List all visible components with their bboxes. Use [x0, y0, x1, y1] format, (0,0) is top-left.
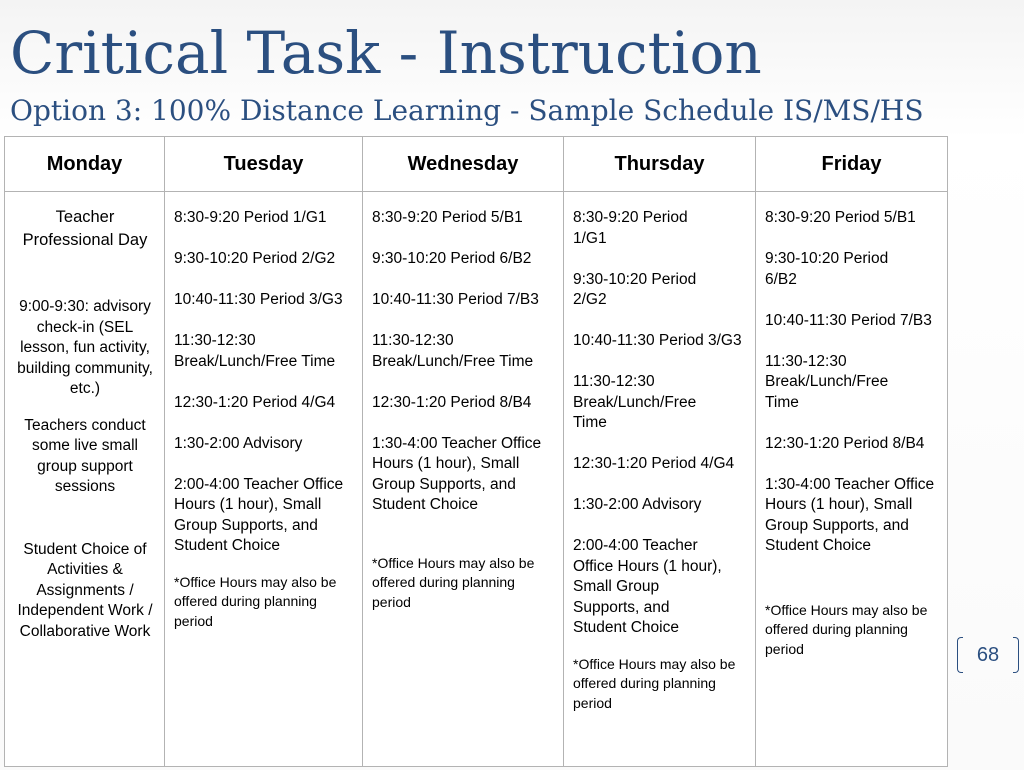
monday-cell [5, 192, 165, 767]
thursday-cell [564, 192, 756, 767]
header-tuesday: Tuesday [165, 137, 363, 192]
slide-subtitle: Option 3: 100% Distance Learning - Sample Schedule IS/MS/HS [10, 94, 924, 127]
thursday-note: *Office Hours may also be offered during planning period [573, 655, 736, 711]
friday-entry-5: 12:30-1:20 Period 8/B4 [765, 434, 925, 452]
header-wednesday: Wednesday [363, 137, 564, 192]
header-row [5, 137, 948, 192]
page-number: 68 [957, 637, 1019, 673]
tuesday-entry-4: 11:30-12:30 Break/Lunch/Free Time [174, 332, 336, 370]
thursday-entry-7: 2:00-4:00 Teacher Office Hours (1 hour), Small Group Supports, and Student Choice [573, 537, 722, 636]
header-friday: Friday [756, 137, 948, 192]
thursday-entry-6: 1:30-2:00 Advisory [573, 496, 702, 513]
wednesday-entry-6: 1:30-4:00 Teacher Office Hours (1 hour), Small Group Supports, and Student Choice [372, 434, 542, 513]
schedule-row [5, 192, 948, 767]
monday-entry-3: Teachers conduct some live small group support sessions [24, 416, 146, 495]
tuesday-entry-7: 2:00-4:00 Teacher Office Hours (1 hour), Small Group Supports, and Student Choice [174, 475, 344, 554]
wednesday-entry-3: 10:40-11:30 Period 7/B3 [372, 291, 539, 308]
schedule-table [4, 136, 948, 767]
wednesday-note: *Office Hours may also be offered during planning period [372, 554, 535, 610]
tuesday-note: *Office Hours may also be offered during planning period [174, 573, 337, 629]
wednesday-entry-5: 12:30-1:20 Period 8/B4 [372, 393, 532, 411]
friday-note: *Office Hours may also be offered during planning period [765, 601, 928, 657]
thursday-entry-1: 8:30-9:20 Period 1/G1 [573, 209, 688, 247]
tuesday-entry-2: 9:30-10:20 Period 2/G2 [174, 250, 336, 267]
thursday-entry-5: 12:30-1:20 Period 4/G4 [573, 455, 735, 472]
tuesday-entry-3: 10:40-11:30 Period 3/G3 [174, 291, 343, 308]
tuesday-entry-5: 12:30-1:20 Period 4/G4 [174, 393, 336, 411]
thursday-entry-2: 9:30-10:20 Period 2/G2 [573, 270, 697, 308]
wednesday-entry-1: 8:30-9:20 Period 5/B1 [372, 209, 523, 226]
monday-entry-2: 9:00-9:30: advisory check-in (SEL lesson, fun activity, building community, etc.) [17, 298, 153, 397]
wednesday-entry-2: 9:30-10:20 Period 6/B2 [372, 250, 532, 267]
slide-title: Critical Task - Instruction [10, 19, 762, 87]
wednesday-entry-4: 11:30-12:30 Break/Lunch/Free Time [372, 332, 534, 370]
friday-entry-4: 11:30-12:30 Break/Lunch/Free Time [765, 352, 889, 411]
tuesday-entry-6: 1:30-2:00 Advisory [174, 434, 303, 452]
wednesday-cell [363, 192, 564, 767]
friday-entry-1: 8:30-9:20 Period 5/B1 [765, 209, 916, 226]
tuesday-entry-1: 8:30-9:20 Period 1/G1 [174, 209, 327, 226]
thursday-entry-3: 10:40-11:30 Period 3/G3 [573, 332, 742, 349]
monday-entry-1: Teacher Professional Day [22, 208, 148, 249]
thursday-entry-4: 11:30-12:30 Break/Lunch/Free Time [573, 373, 697, 431]
monday-entry-4: Student Choice of Activities & Assignments / Independent Work / Collaborative Work [17, 540, 153, 640]
tuesday-cell [165, 192, 363, 767]
header-monday: Monday [5, 137, 165, 192]
friday-cell [756, 192, 948, 767]
friday-entry-3: 10:40-11:30 Period 7/B3 [765, 311, 932, 329]
friday-entry-2: 9:30-10:20 Period 6/B2 [765, 250, 889, 288]
header-thursday: Thursday [564, 137, 756, 192]
friday-entry-6: 1:30-4:00 Teacher Office Hours (1 hour), Small Group Supports, and Student Choice [765, 475, 935, 554]
